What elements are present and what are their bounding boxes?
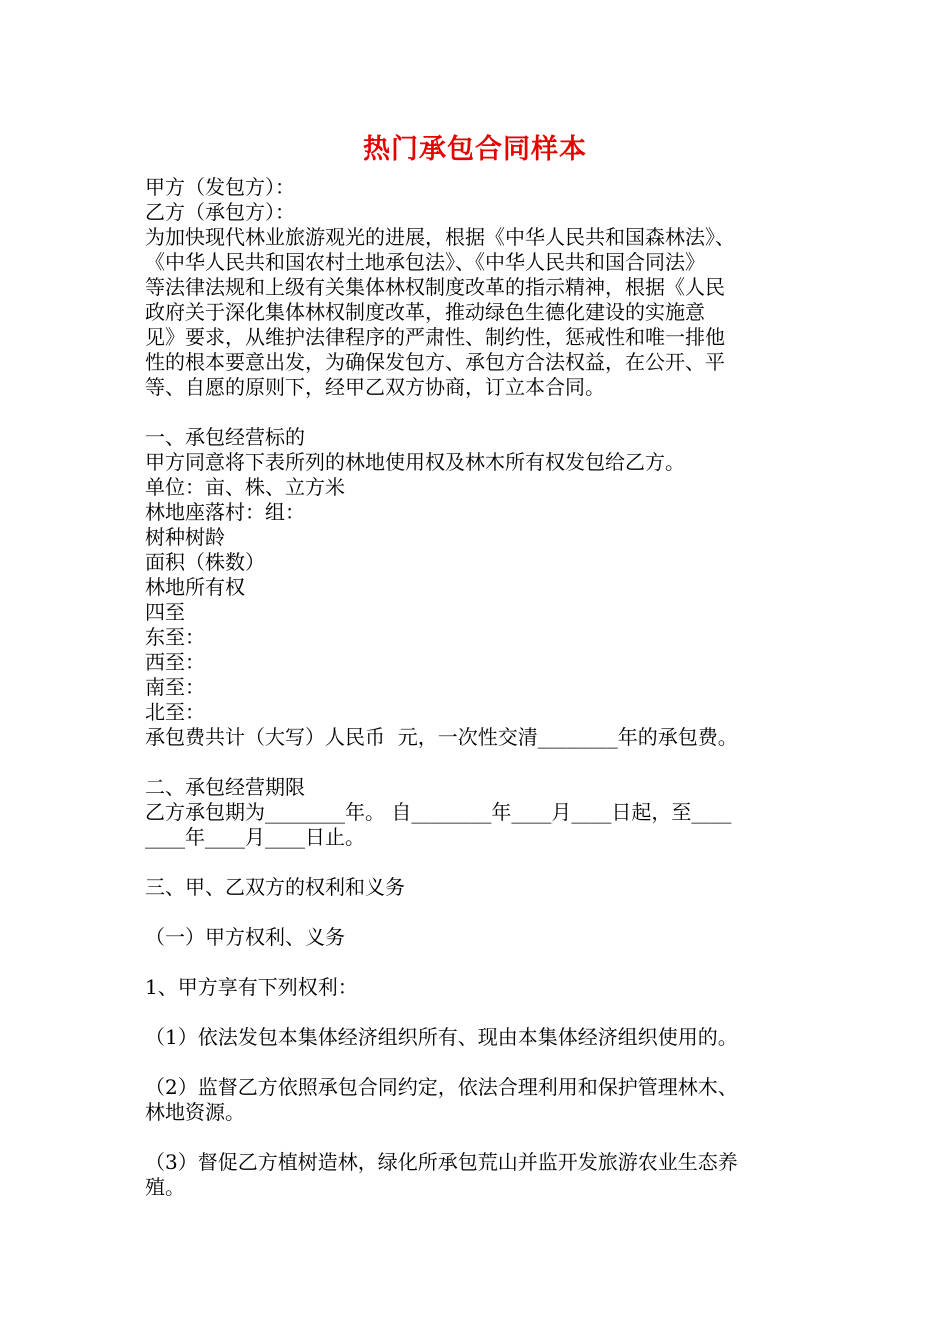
- intro-line: 见》要求，从维护法律程序的严肃性、制约性，惩戒性和唯一排他: [145, 325, 725, 349]
- intro-line: 为加快现代林业旅游观光的进展，根据《中华人民共和国森林法》、: [145, 225, 735, 249]
- section3-item-3: （3）督促乙方植树造林，绿化所承包荒山并监开发旅游农业生态养: [145, 1150, 738, 1174]
- section3-item-heading: 1、甲方享有下列权利：: [145, 975, 358, 999]
- intro-line: 性的根本要意出发，为确保发包方、承包方合法权益，在公开、平: [145, 350, 725, 374]
- document-body: [145, 175, 810, 1200]
- section3-item-1: （1）依法发包本集体经济组织所有、现由本集体经济组织使用的。: [145, 1025, 738, 1049]
- section1-line: 西至：: [145, 650, 205, 674]
- intro-line: 政府关于深化集体林权制度改革，推动绿色生德化建设的实施意: [145, 300, 705, 324]
- document-title: 热门承包合同样本: [363, 134, 587, 165]
- party-b-line: 乙方（承包方）：: [145, 200, 295, 224]
- section1-line: 林地所有权: [145, 575, 245, 599]
- spacer: [145, 400, 810, 425]
- section1-line: 甲方同意将下表所列的林地使用权及林木所有权发包给乙方。: [145, 450, 685, 474]
- section1-line: 面积（株数）: [145, 550, 265, 574]
- section1-line: 树种树龄: [145, 525, 225, 549]
- spacer: [145, 850, 810, 875]
- section1-line: 东至：: [145, 625, 205, 649]
- section3-item-2: （2）监督乙方依照承包合同约定，依法合理利用和保护管理林木、: [145, 1075, 738, 1099]
- spacer: [145, 950, 810, 975]
- section2-heading: 二、承包经营期限: [145, 775, 305, 799]
- spacer: [145, 1000, 810, 1025]
- section1-line: 林地座落村：组：: [145, 500, 305, 524]
- spacer: [145, 1125, 810, 1150]
- section1-line: 单位：亩、株、立方米: [145, 475, 345, 499]
- party-a-line: 甲方（发包方）：: [145, 175, 295, 199]
- section3-item-2: 林地资源。: [145, 1100, 245, 1124]
- section2-line: 乙方承包期为________年。 自________年____月____日起，至____: [145, 800, 732, 824]
- intro-line: 等法律法规和上级有关集体林权制度改革的指示精神，根据《人民: [145, 275, 725, 299]
- spacer: [145, 1050, 810, 1075]
- intro-line: 《中华人民共和国农村土地承包法》、《中华人民共和国合同法》: [145, 250, 705, 274]
- section1-line: 北至：: [145, 700, 205, 724]
- intro-line: 等、自愿的原则下，经甲乙双方协商，订立本合同。: [145, 375, 605, 399]
- section1-line: 承包费共计（大写）人民币 元，一次性交清________年的承包费。: [145, 725, 738, 749]
- section3-heading: 三、甲、乙双方的权利和义务: [145, 875, 405, 899]
- section1-line: 南至：: [145, 675, 205, 699]
- section3-item-3: 殖。: [145, 1175, 185, 1199]
- section1-heading: 一、承包经营标的: [145, 425, 305, 449]
- section2-line: ____年____月____日止。: [145, 825, 365, 849]
- section1-line: 四至: [145, 600, 185, 624]
- spacer: [145, 750, 810, 775]
- spacer: [145, 900, 810, 925]
- section3-subheading: （一）甲方权利、义务: [145, 925, 345, 949]
